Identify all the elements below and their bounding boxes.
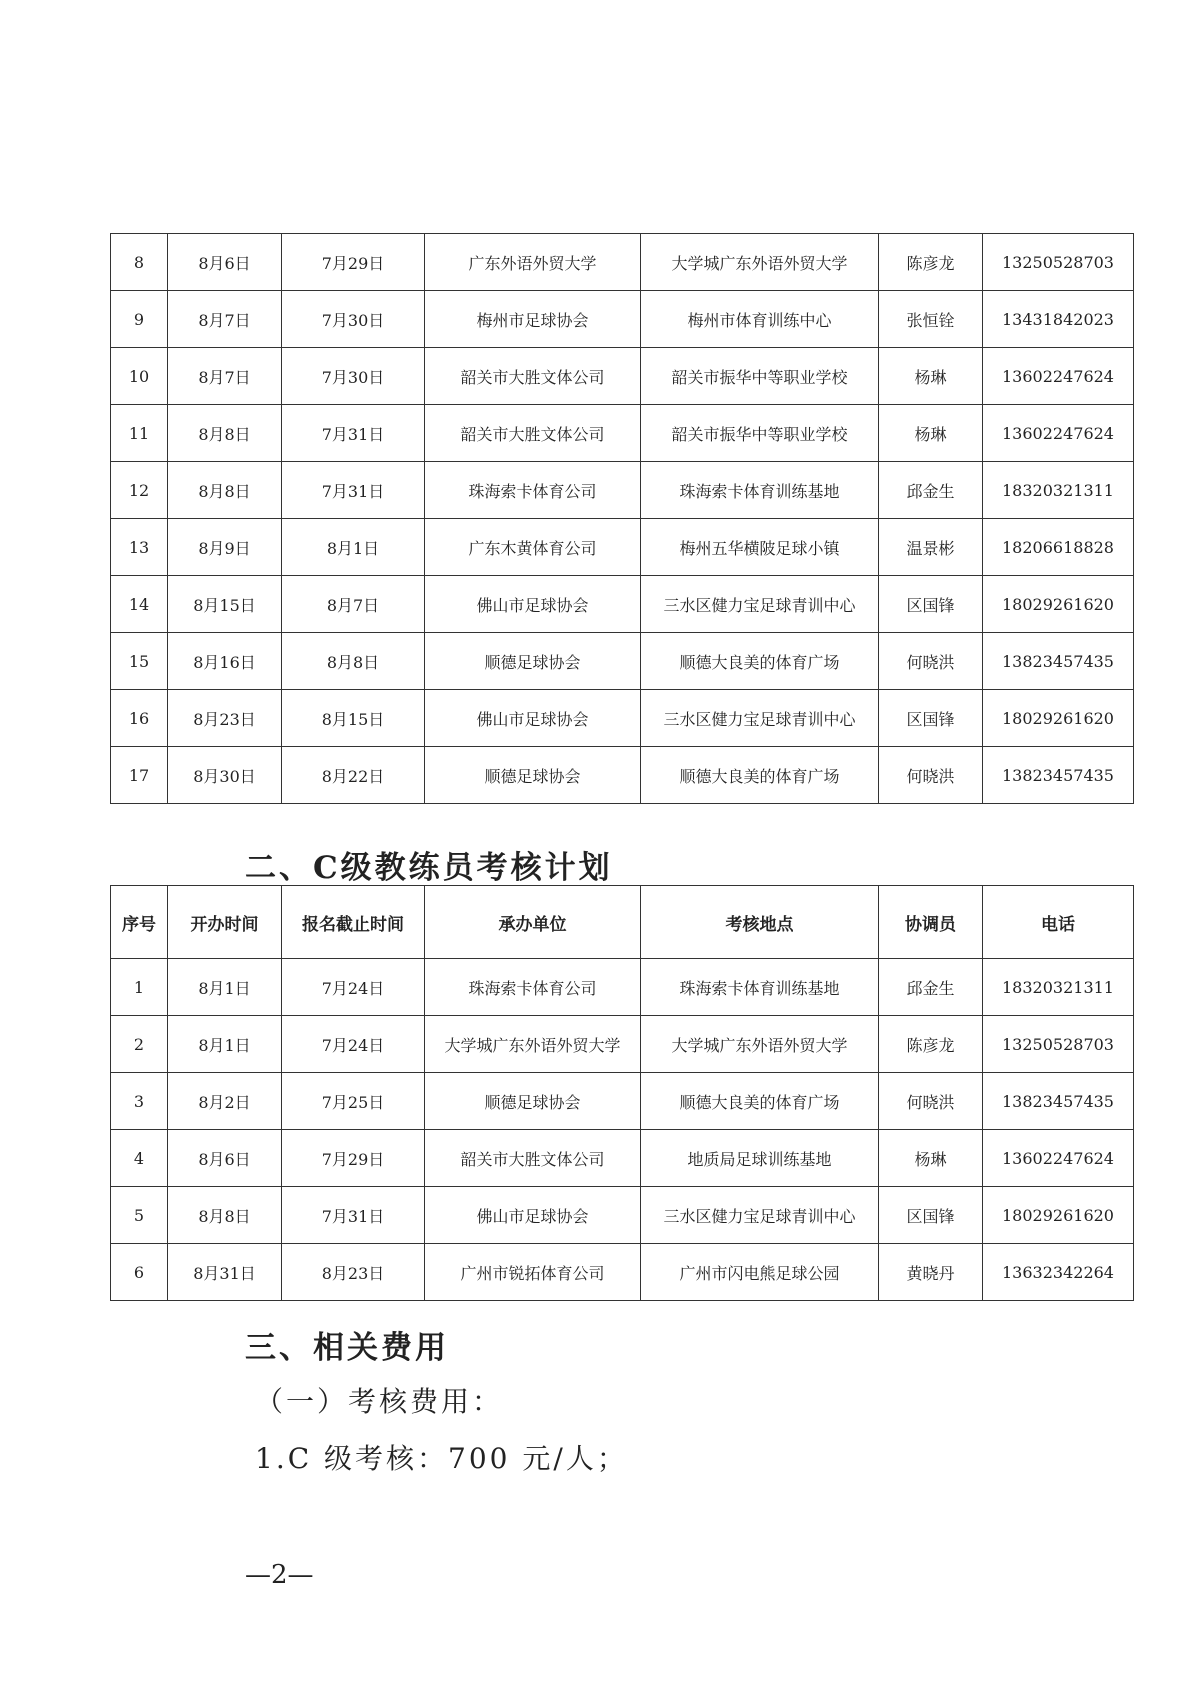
cell-phone: 13632342264 — [983, 1244, 1134, 1301]
cell-deadline: 7月30日 — [282, 348, 425, 405]
cell-index: 10 — [111, 348, 168, 405]
table-row — [111, 348, 1134, 405]
cell-location: 珠海索卡体育训练基地 — [641, 959, 879, 1016]
cell-phone: 18029261620 — [983, 690, 1134, 747]
cell-start-date: 8月6日 — [168, 234, 282, 291]
cell-index: 1 — [111, 959, 168, 1016]
cell-organizer: 佛山市足球协会 — [425, 690, 641, 747]
cell-start-date: 8月1日 — [168, 1016, 282, 1073]
cell-organizer: 佛山市足球协会 — [425, 576, 641, 633]
cell-coordinator: 杨琳 — [879, 405, 983, 462]
cell-location: 三水区健力宝足球青训中心 — [641, 690, 879, 747]
cell-coordinator: 何晓洪 — [879, 1073, 983, 1130]
cell-phone: 13602247624 — [983, 405, 1134, 462]
cell-coordinator: 杨琳 — [879, 348, 983, 405]
cell-coordinator: 区国锋 — [879, 1187, 983, 1244]
cell-coordinator: 邱金生 — [879, 462, 983, 519]
cell-location: 顺德大良美的体育广场 — [641, 1073, 879, 1130]
table-row — [111, 959, 1134, 1016]
table-row — [111, 1016, 1134, 1073]
cell-index: 12 — [111, 462, 168, 519]
cell-index: 17 — [111, 747, 168, 804]
cell-phone: 18206618828 — [983, 519, 1134, 576]
cell-location: 顺德大良美的体育广场 — [641, 633, 879, 690]
cell-phone: 13431842023 — [983, 291, 1134, 348]
cell-location: 大学城广东外语外贸大学 — [641, 234, 879, 291]
cell-location: 梅州五华横陂足球小镇 — [641, 519, 879, 576]
cell-organizer: 广州市锐拓体育公司 — [425, 1244, 641, 1301]
table-row — [111, 1130, 1134, 1187]
cell-start-date: 8月1日 — [168, 959, 282, 1016]
cell-coordinator: 陈彦龙 — [879, 1016, 983, 1073]
cell-location: 梅州市体育训练中心 — [641, 291, 879, 348]
cell-start-date: 8月6日 — [168, 1130, 282, 1187]
table-body — [111, 234, 1134, 804]
cell-index: 2 — [111, 1016, 168, 1073]
header-start-date: 开办时间 — [168, 886, 282, 959]
cell-deadline: 8月8日 — [282, 633, 425, 690]
cell-organizer: 顺德足球协会 — [425, 1073, 641, 1130]
table-row — [111, 576, 1134, 633]
cell-coordinator: 区国锋 — [879, 690, 983, 747]
cell-start-date: 8月2日 — [168, 1073, 282, 1130]
cell-start-date: 8月16日 — [168, 633, 282, 690]
cell-deadline: 7月29日 — [282, 234, 425, 291]
cell-deadline: 7月25日 — [282, 1073, 425, 1130]
cell-phone: 13250528703 — [983, 234, 1134, 291]
cell-location: 大学城广东外语外贸大学 — [641, 1016, 879, 1073]
cell-coordinator: 陈彦龙 — [879, 234, 983, 291]
cell-location: 三水区健力宝足球青训中心 — [641, 1187, 879, 1244]
header-index: 序号 — [111, 886, 168, 959]
cell-deadline: 7月29日 — [282, 1130, 425, 1187]
cell-location: 珠海索卡体育训练基地 — [641, 462, 879, 519]
cell-coordinator: 何晓洪 — [879, 747, 983, 804]
cell-index: 11 — [111, 405, 168, 462]
cell-index: 5 — [111, 1187, 168, 1244]
cell-index: 16 — [111, 690, 168, 747]
header-phone: 电话 — [983, 886, 1134, 959]
cell-start-date: 8月8日 — [168, 462, 282, 519]
cell-organizer: 广东外语外贸大学 — [425, 234, 641, 291]
cell-start-date: 8月31日 — [168, 1244, 282, 1301]
cell-phone: 13823457435 — [983, 633, 1134, 690]
cell-deadline: 8月23日 — [282, 1244, 425, 1301]
cell-index: 9 — [111, 291, 168, 348]
table-row — [111, 1073, 1134, 1130]
cell-coordinator: 温景彬 — [879, 519, 983, 576]
section-heading-c-level-plan: 二、C级教练员考核计划 — [245, 850, 613, 886]
cell-coordinator: 区国锋 — [879, 576, 983, 633]
cell-organizer: 珠海索卡体育公司 — [425, 462, 641, 519]
cell-coordinator: 邱金生 — [879, 959, 983, 1016]
cell-start-date: 8月8日 — [168, 1187, 282, 1244]
cell-start-date: 8月15日 — [168, 576, 282, 633]
cell-location: 韶关市振华中等职业学校 — [641, 405, 879, 462]
cell-organizer: 梅州市足球协会 — [425, 291, 641, 348]
cell-start-date: 8月9日 — [168, 519, 282, 576]
cell-index: 3 — [111, 1073, 168, 1130]
cell-start-date: 8月30日 — [168, 747, 282, 804]
sub-heading-assessment-fees: （一）考核费用： — [255, 1385, 504, 1418]
cell-index: 14 — [111, 576, 168, 633]
cell-deadline: 7月24日 — [282, 959, 425, 1016]
page-number: —2— — [245, 1560, 314, 1590]
cell-start-date: 8月8日 — [168, 405, 282, 462]
table-row — [111, 690, 1134, 747]
cell-deadline: 7月24日 — [282, 1016, 425, 1073]
fee-line-c-level: 1.C 级考核：700 元/人； — [255, 1442, 628, 1475]
table-row — [111, 747, 1134, 804]
cell-phone: 18320321311 — [983, 959, 1134, 1016]
course-schedule-table-continued — [110, 233, 1134, 804]
cell-index: 8 — [111, 234, 168, 291]
table-row — [111, 234, 1134, 291]
table-row — [111, 462, 1134, 519]
cell-deadline: 7月31日 — [282, 405, 425, 462]
table-body — [111, 959, 1134, 1301]
table-row — [111, 519, 1134, 576]
cell-organizer: 顺德足球协会 — [425, 633, 641, 690]
cell-deadline: 8月22日 — [282, 747, 425, 804]
cell-coordinator: 黄晓丹 — [879, 1244, 983, 1301]
cell-index: 15 — [111, 633, 168, 690]
c-level-assessment-table — [110, 885, 1134, 1301]
table-row — [111, 291, 1134, 348]
cell-phone: 13823457435 — [983, 1073, 1134, 1130]
cell-start-date: 8月23日 — [168, 690, 282, 747]
cell-organizer: 顺德足球协会 — [425, 747, 641, 804]
cell-location: 广州市闪电熊足球公园 — [641, 1244, 879, 1301]
header-coordinator: 协调员 — [879, 886, 983, 959]
cell-phone: 13602247624 — [983, 1130, 1134, 1187]
cell-deadline: 7月31日 — [282, 462, 425, 519]
cell-phone: 13250528703 — [983, 1016, 1134, 1073]
cell-index: 13 — [111, 519, 168, 576]
cell-phone: 18320321311 — [983, 462, 1134, 519]
cell-coordinator: 张恒铨 — [879, 291, 983, 348]
cell-deadline: 7月30日 — [282, 291, 425, 348]
cell-phone: 13823457435 — [983, 747, 1134, 804]
cell-organizer: 佛山市足球协会 — [425, 1187, 641, 1244]
table-header-row — [111, 886, 1134, 959]
section-heading-fees: 三、相关费用 — [245, 1330, 449, 1366]
table-row — [111, 1244, 1134, 1301]
cell-organizer: 韶关市大胜文体公司 — [425, 348, 641, 405]
cell-phone: 13602247624 — [983, 348, 1134, 405]
cell-phone: 18029261620 — [983, 1187, 1134, 1244]
cell-location: 地质局足球训练基地 — [641, 1130, 879, 1187]
cell-index: 6 — [111, 1244, 168, 1301]
cell-location: 顺德大良美的体育广场 — [641, 747, 879, 804]
cell-start-date: 8月7日 — [168, 291, 282, 348]
cell-location: 三水区健力宝足球青训中心 — [641, 576, 879, 633]
cell-coordinator: 何晓洪 — [879, 633, 983, 690]
header-deadline: 报名截止时间 — [282, 886, 425, 959]
cell-location: 韶关市振华中等职业学校 — [641, 348, 879, 405]
cell-start-date: 8月7日 — [168, 348, 282, 405]
cell-coordinator: 杨琳 — [879, 1130, 983, 1187]
header-location: 考核地点 — [641, 886, 879, 959]
cell-deadline: 8月15日 — [282, 690, 425, 747]
table-row — [111, 633, 1134, 690]
cell-organizer: 韶关市大胜文体公司 — [425, 405, 641, 462]
cell-organizer: 韶关市大胜文体公司 — [425, 1130, 641, 1187]
cell-organizer: 广东木黄体育公司 — [425, 519, 641, 576]
table-row — [111, 1187, 1134, 1244]
cell-deadline: 7月31日 — [282, 1187, 425, 1244]
cell-phone: 18029261620 — [983, 576, 1134, 633]
table-row — [111, 405, 1134, 462]
cell-deadline: 8月7日 — [282, 576, 425, 633]
cell-index: 4 — [111, 1130, 168, 1187]
cell-organizer: 大学城广东外语外贸大学 — [425, 1016, 641, 1073]
cell-deadline: 8月1日 — [282, 519, 425, 576]
cell-organizer: 珠海索卡体育公司 — [425, 959, 641, 1016]
header-organizer: 承办单位 — [425, 886, 641, 959]
